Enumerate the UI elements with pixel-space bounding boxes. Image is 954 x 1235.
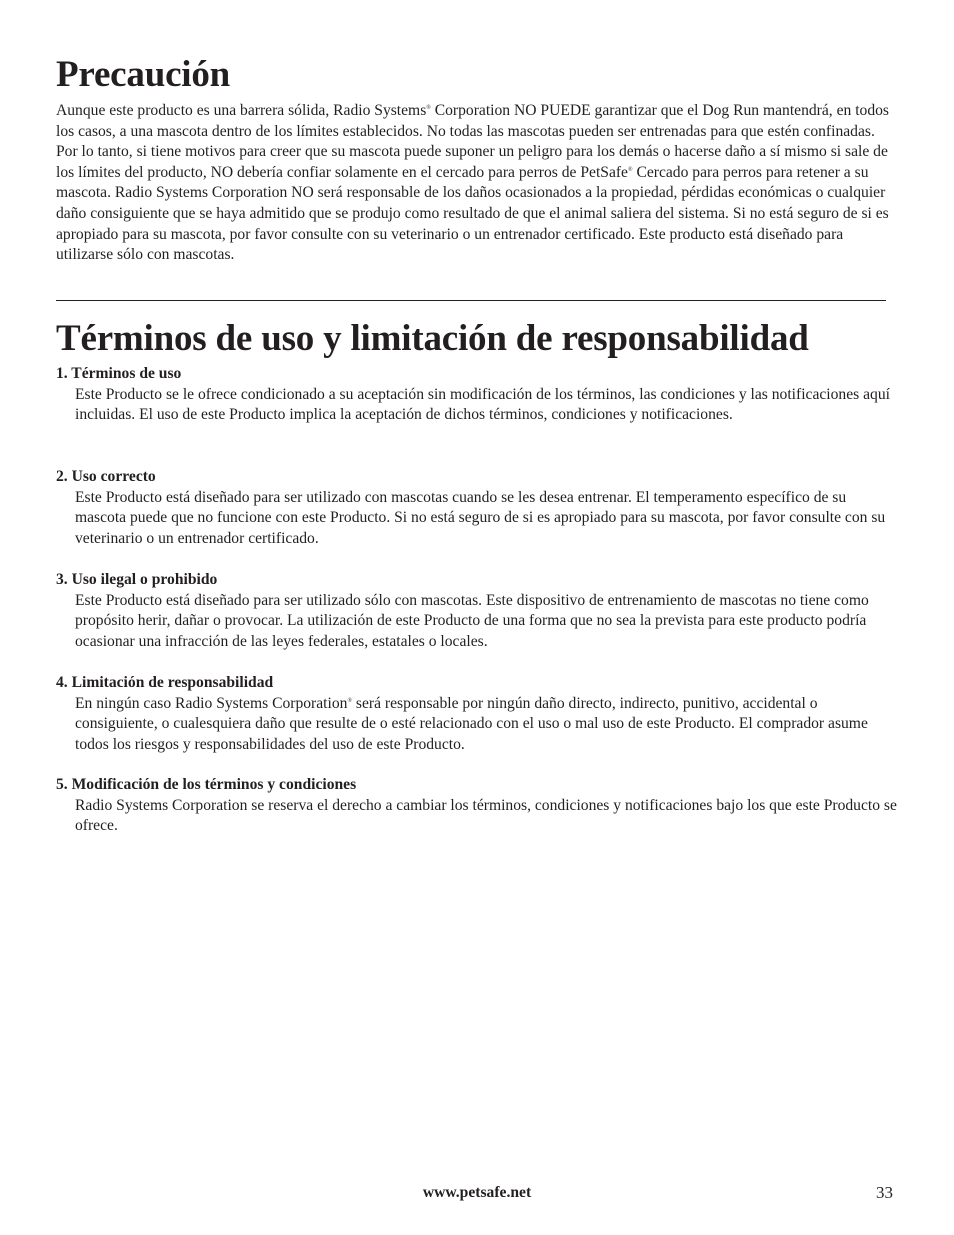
section-body: [75, 694, 898, 756]
terms-section-5: [56, 775, 898, 837]
caution-heading: Precaución: [56, 54, 231, 95]
terms-section-4: [56, 673, 898, 755]
page-number: 33: [876, 1183, 893, 1202]
section-heading: 1. Términos de uso: [56, 365, 182, 382]
registered-mark: ®: [426, 105, 431, 111]
section-body: Este Producto se le ofrece condicionado a su aceptación sin modificación de los términos, las condiciones y las notificaciones aquí incluidas. El uso de este Producto implica la aceptación de dichos términos, condiciones y notificaciones.: [75, 385, 890, 424]
caution-text-part-2: Corporation NO PUEDE garantizar que el Dog Run mantendrá, en todos los casos, a una mascota dentro de los límites establecidos. No todas las mascotas pueden ser entrenadas para que estén confinadas. Por lo tanto, si tiene motivos para creer que su mascota puede suponer un peligro para los demás o hacerse daño a sí mismo si sale de los límites del producto, NO debería confiar solamente en el cercado para perros de PetSafe: [56, 102, 890, 181]
section-body-part-1: En ningún caso Radio Systems Corporation: [75, 694, 348, 712]
terms-section-2: [56, 467, 898, 549]
registered-mark: ®: [627, 166, 633, 173]
section-body: Radio Systems Corporation se reserva el derecho a cambiar los términos, condiciones y notificaciones bajo los que este Producto se ofrece.: [75, 796, 897, 835]
caution-paragraph: [56, 101, 898, 266]
terms-heading: Términos de uso y limitación de responsabilidad: [56, 318, 809, 359]
footer-url: www.petsafe.net: [422, 1184, 532, 1201]
registered-mark: ®: [347, 697, 352, 704]
section-divider: [56, 300, 886, 301]
section-heading: 4. Limitación de responsabilidad: [56, 674, 274, 691]
section-heading: 5. Modificación de los términos y condiciones: [56, 776, 357, 793]
terms-section-3: [56, 570, 898, 652]
section-body: Este Producto está diseñado para ser utilizado sólo con mascotas. Este dispositivo de entrenamiento de mascotas no tiene como propósito herir, dañar o provocar. La utilización de este Producto de una forma que no sea la prevista para este producto podría ocasionar una infracción de las leyes federales, estatales o locales.: [75, 591, 869, 650]
section-body: Este Producto está diseñado para ser utilizado con mascotas cuando se les desea entrenar. El temperamento específico de su mascota puede que no funcione con este Producto. Si no está seguro de si es apropiado para su mascota, por favor consulte con su veterinario o un entrenador certificado.: [75, 488, 886, 547]
caution-text-part-1: Aunque este producto es una barrera sólida, Radio Systems: [56, 102, 427, 119]
section-body-part-2: será responsable por ningún daño directo, indirecto, punitivo, accidental o consiguiente, o cualesquiera daño que resulte de o esté relacionado con el uso o mal uso de este Producto. El comprador asume todos los riesgos y responsabilidades del uso de este Producto.: [75, 694, 868, 753]
section-heading: 2. Uso correcto: [56, 468, 156, 485]
section-heading: 3. Uso ilegal o prohibido: [56, 571, 218, 588]
caution-text-part-3: Cercado para perros para retener a su mascota. Radio Systems Corporation NO será responsable de los daños ocasionados a la propiedad, pérdidas económicas o cualquier daño consiguiente que se haya admitido que se produjo como resultado de que el animal saliera del sistema. Si no está seguro de si es apropiado para su mascota, por favor consulte con su veterinario o un entrenador certificado. Este producto está diseñado para utilizarse sólo con mascotas.: [56, 163, 889, 264]
terms-section-1: [56, 364, 898, 426]
